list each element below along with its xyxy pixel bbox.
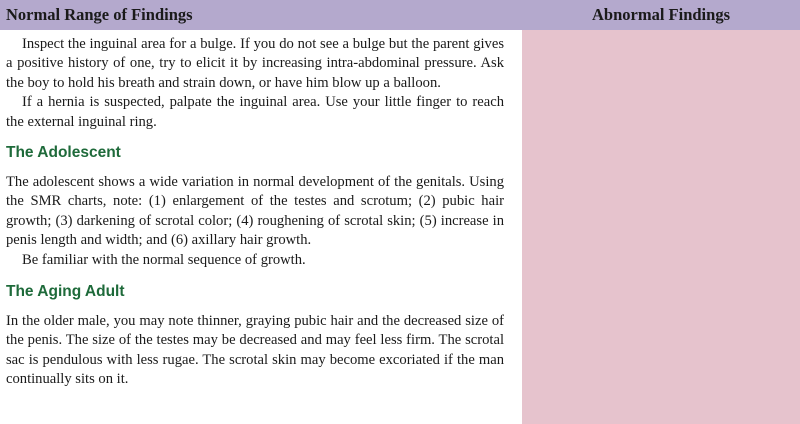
normal-findings-column	[0, 30, 522, 424]
adolescent-paragraph-2: Be familiar with the normal sequence of growth.	[22, 251, 306, 268]
normal-findings-header: Normal Range of Findings	[6, 5, 193, 24]
intro-paragraph-2: If a hernia is suspected, palpate the inguinal area. Use your little finger to reach the external inguinal ring.	[6, 94, 504, 130]
adolescent-heading: The Adolescent	[6, 144, 121, 162]
aging-adult-paragraph: In the older male, you may note thinner, graying pubic hair and the decreased size of the penis. The size of the testes may be decreased and may feel less firm. The scrotal sac is pendulous with less rugae. The scrotal skin may become excoriated if the man continually sits on it.	[6, 313, 504, 388]
intro-paragraph-1: Inspect the inguinal area for a bulge. If you do not see a bulge but the parent gives a positive history of one, try to elicit it by increasing intra-abdominal pressure. Ask the boy to hold his breath and strain down, or have him blow up a balloon.	[6, 36, 504, 91]
abnormal-findings-column	[522, 30, 800, 424]
table-header	[0, 0, 800, 30]
abnormal-findings-header: Abnormal Findings	[592, 5, 730, 24]
aging-adult-heading: The Aging Adult	[6, 283, 125, 301]
adolescent-paragraph-1: The adolescent shows a wide variation in normal development of the genitals. Using the SMR charts, note: (1) enlargement of the testes and scrotum; (2) pubic hair growth; (3) darkening of scrotal color; (4) roughening of scrotal skin; (5) increase in penis length and width; and (6) axillary hair growth.	[6, 174, 504, 249]
